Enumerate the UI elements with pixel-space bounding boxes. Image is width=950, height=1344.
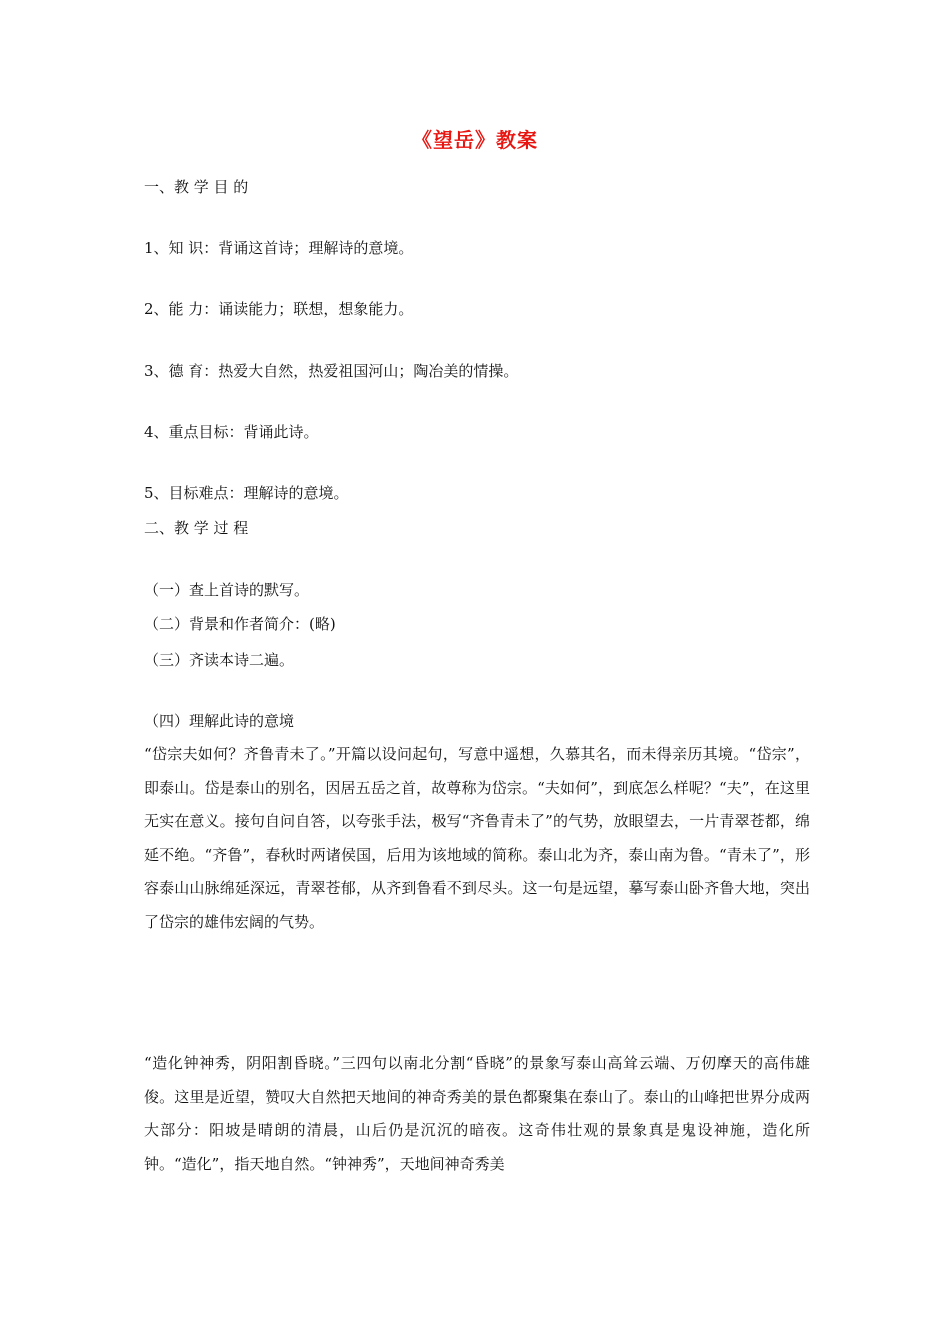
paragraph-2-text: “造化钟神秀，阴阳割昏晓。”三四句以南北分割“昏晓”的景象写泰山高耸云端、万仞摩天的高伟雄俊。这里是近望，赞叹大自然把天地间的神奇秀美的景色都聚集在泰山了。泰山的山峰把世界分成两大部分：阳坡是晴朗的清晨，山后仍是沉沉的暗夜。这奇伟壮观的景象真是鬼设神施，造化所钟。“造化”，指天地自然。“钟神秀”，天地间神奇秀美 [144, 1054, 810, 1173]
section-heading-process: 二、教 学 过 程 [144, 519, 249, 537]
process-step-4: （四）理解此诗的意境 [144, 712, 295, 730]
process-step-1: （一）查上首诗的默写。 [144, 581, 310, 599]
poem-analysis-paragraph-2 [144, 1047, 810, 1181]
process-step-2: （二）背景和作者简介：(略) [144, 615, 336, 633]
document-title: 《望岳》教案 [412, 128, 538, 152]
paragraph-1-text: “岱宗夫如何？齐鲁青未了。”开篇以设问起句，写意中遥想，久慕其名，而未得亲历其境。“岱宗”，即泰山。岱是泰山的别名，因居五岳之首，故尊称为岱宗。“夫如何”，到底怎么样呢？“夫”，在这里无实在意义。接句自问自答，以夸张手法，极写“齐鲁青未了”的气势，放眼望去，一片青翠苍都，绵延不绝。“齐鲁”，春秋时两诸侯国，后用为该地域的简称。泰山北为齐，泰山南为鲁。“青未了”，形容泰山山脉绵延深远，青翠苍郁，从齐到鲁看不到尽头。这一句是远望，摹写泰山卧齐鲁大地，突出了岱宗的雄伟宏阔的气势。 [144, 745, 810, 931]
section-heading-objectives: 一、教 学 目 的 [144, 178, 249, 196]
objective-item-knowledge: 1、知 识：背诵这首诗；理解诗的意境。 [144, 239, 414, 257]
objective-item-ability: 2、能 力：诵读能力；联想，想象能力。 [144, 300, 414, 318]
poem-analysis-paragraph-1 [144, 738, 810, 939]
process-step-3: （三）齐读本诗二遍。 [144, 651, 295, 669]
objective-item-key-goal: 4、重点目标：背诵此诗。 [144, 423, 319, 441]
objective-item-difficulty: 5、目标难点：理解诗的意境。 [144, 484, 349, 502]
objective-item-moral: 3、德 育：热爱大自然，热爱祖国河山；陶冶美的情操。 [144, 362, 519, 380]
